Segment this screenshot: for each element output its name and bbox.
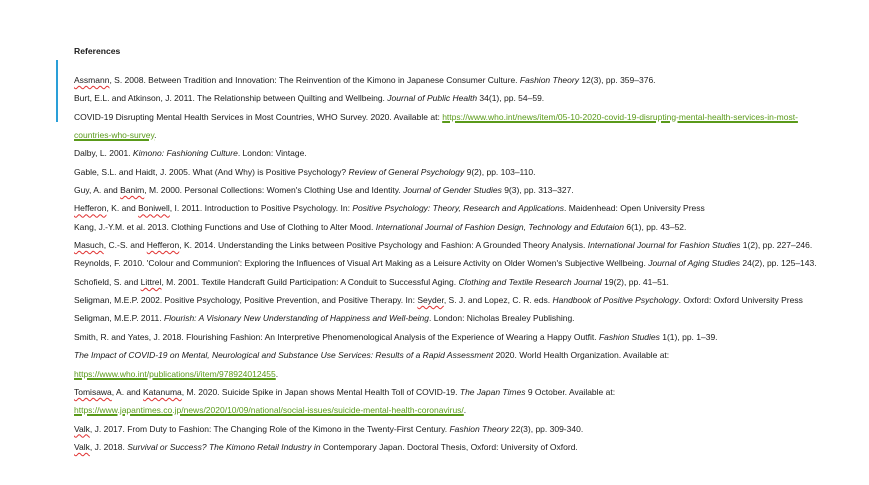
reference-line <box>74 254 817 272</box>
reference-line <box>74 309 817 327</box>
reference-text: , J. 2017. From Duty to Fashion: The Changing Role of the Kimono in the Twenty-First Century. <box>89 423 450 434</box>
reference-text: Reynolds, F. 2010. 'Colour and Communion': Exploring the Influences of Visual Art Making as a Leisure Activity on Older Women's Subjective Wellbeing. <box>74 258 649 269</box>
misspelled-word: Valk <box>74 441 90 452</box>
italic-title: International Journal of Fashion Design, Technology and Edutaion <box>375 221 625 232</box>
reference-text: . <box>275 368 279 379</box>
italic-title: Journal of Aging Studies <box>648 258 741 269</box>
italic-title: The Japan Times <box>459 386 526 397</box>
reference-text: Schofield, S. and <box>74 276 141 287</box>
reference-text: 9(2), pp. 103–110. <box>464 166 536 177</box>
reference-text: , S. J. and Lopez, C. R. eds. <box>443 295 553 306</box>
misspelled-word: Katanuma <box>143 386 182 397</box>
reference-line <box>74 126 817 144</box>
reference-text: 34(1), pp. 54–59. <box>477 93 545 104</box>
italic-title: Journal of Public Health <box>387 93 478 104</box>
reference-text: 24(2), pp. 125–143. <box>740 258 817 269</box>
reference-text: . London: Vintage. <box>237 148 307 159</box>
reference-text: . Oxford: Oxford University Press <box>678 295 803 306</box>
reference-text: , M. 2001. Textile Handcraft Guild Participation: A Conduit to Successful Aging. <box>161 276 459 287</box>
misspelled-word: Seyder <box>417 295 444 306</box>
reference-line <box>74 401 817 419</box>
misspelled-word: Hefferon <box>146 240 180 251</box>
italic-title: Positive Psychology: Theory, Research and Applications <box>352 203 564 214</box>
italic-title: Flourish: A Visionary New Understanding of Happiness and Well-being <box>163 313 429 324</box>
reference-text: , A. and <box>111 386 143 397</box>
reference-text: , M. 2020. Suicide Spike in Japan shows Mental Health Toll of COVID-19. <box>181 386 460 397</box>
reference-line <box>74 108 817 126</box>
reference-line <box>74 383 817 401</box>
reference-list <box>74 71 817 456</box>
reference-line <box>74 291 817 309</box>
reference-line <box>74 438 817 456</box>
reference-link[interactable]: countries-who-survey <box>74 130 155 141</box>
reference-text: , M. 2000. Personal Collections: Women's Clothing Use and Identity. <box>144 185 404 196</box>
reference-line <box>74 365 817 383</box>
italic-title: Handbook of Positive Psychology <box>552 295 679 306</box>
reference-line <box>74 273 817 291</box>
reference-text: 1(1), pp. 1–39. <box>659 331 718 342</box>
reference-text: Kang, J.-Y.M. et al. 2013. Clothing Functions and Use of Clothing to Alter Mood. <box>74 221 376 232</box>
revision-change-bar <box>56 60 58 122</box>
reference-text: . <box>154 130 157 141</box>
reference-line <box>74 144 817 162</box>
italic-title: Clothing and Textile Research Journal <box>458 276 602 287</box>
reference-text: . London: Nicholas Brealey Publishing. <box>429 313 575 324</box>
misspelled-word: Assmann <box>74 75 110 85</box>
reference-text: . Maidenhead: Open University Press <box>564 203 705 214</box>
reference-text: , I. 2011. Introduction to Positive Psychology. In: <box>169 203 353 214</box>
reference-text: , C.-S. and <box>103 240 147 251</box>
misspelled-word: Boniwell <box>138 203 170 214</box>
reference-text: 9(3), pp. 313–327. <box>501 185 574 196</box>
italic-title: Journal of Gender Studies <box>403 185 502 196</box>
reference-text: 22(3), pp. 309-340. <box>508 423 584 434</box>
reference-text: , S. 2008. Between Tradition and Innovation: The Reinvention of the Kimono in Japanese Consumer Culture. <box>109 75 520 85</box>
reference-line <box>74 71 817 89</box>
italic-title: Survival or Success? The Kimono Retail Industry in <box>127 441 321 452</box>
reference-link[interactable]: https://www.who.int/news/item/05-10-2020-covid-19-disrupting-mental-health-services-in-most- <box>442 111 798 122</box>
misspelled-word: Littrel <box>140 276 162 287</box>
italic-title: Fashion Theory <box>519 75 579 85</box>
reference-text: . <box>463 405 467 416</box>
italic-title: Fashion Studies <box>598 331 660 342</box>
italic-title: The Impact of COVID-19 on Mental, Neurological and Substance Use Services: Results of a Rapid Assessment <box>74 350 494 361</box>
italic-title: Kimono: Fashioning Culture <box>132 148 238 159</box>
reference-text: COVID-19 Disrupting Mental Health Services in Most Countries, WHO Survey. 2020. Available at: <box>74 111 443 122</box>
reference-line <box>74 163 817 181</box>
reference-text: 1(2), pp. 227–246. <box>740 240 813 251</box>
reference-link[interactable]: https://www.who.int/publications/i/item/978924012455 <box>74 368 276 379</box>
misspelled-word: Masuch <box>74 240 104 251</box>
reference-text: , K. and <box>106 203 139 214</box>
reference-line <box>74 420 817 438</box>
reference-line <box>74 89 817 107</box>
reference-line <box>74 328 817 346</box>
reference-text: Dalby, L. 2001. <box>74 148 133 159</box>
reference-text: Seligman, M.E.P. 2002. Positive Psychology, Positive Prevention, and Positive Therapy. In: <box>74 295 418 306</box>
misspelled-word: Banim <box>120 185 145 196</box>
reference-text: Contemporary Japan. Doctoral Thesis, Oxford: University of Oxford. <box>320 441 578 452</box>
reference-text: Smith, R. and Yates, J. 2018. Flourishing Fashion: An Interpretive Phenomenological Analysis of the Experience of Wearing a Happy Outfit. <box>74 331 599 342</box>
reference-text: Gable, S.L. and Haidt, J. 2005. What (And Why) is Positive Psychology? <box>74 166 349 177</box>
reference-text: 19(2), pp. 41–51. <box>601 276 669 287</box>
misspelled-word: Valk <box>74 423 90 434</box>
misspelled-word: Tomisawa <box>74 386 112 397</box>
italic-title: International Journal for Fashion Studies <box>587 240 741 251</box>
reference-line <box>74 181 817 199</box>
reference-line <box>74 199 817 217</box>
reference-text: , K. 2014. Understanding the Links between Positive Psychology and Fashion: A Grounded Theory Analysis. <box>179 240 588 251</box>
italic-title: Review of General Psychology <box>348 166 465 177</box>
reference-text: Burt, E.L. and Atkinson, J. 2011. The Relationship between Quilting and Wellbeing. <box>74 93 388 104</box>
reference-text: 9 October. Available at: <box>525 386 616 397</box>
reference-text: Seligman, M.E.P. 2011. <box>74 313 164 324</box>
italic-title: Fashion Theory <box>449 423 509 434</box>
references-heading: References <box>74 46 121 56</box>
reference-text: 12(3), pp. 359–376. <box>578 75 656 85</box>
misspelled-word: Hefferon <box>74 203 107 214</box>
reference-text: 2020. World Health Organization. Available at: <box>493 350 670 361</box>
reference-line <box>74 218 817 236</box>
reference-link[interactable]: https://www.japantimes.co.jp/news/2020/10/09/national/social-issues/suicide-mental-health-coronavirus/ <box>74 405 464 416</box>
reference-text: Guy, A. and <box>74 185 121 196</box>
reference-text: , J. 2018. <box>89 441 128 452</box>
reference-line <box>74 346 817 364</box>
reference-line <box>74 236 817 254</box>
reference-text: 6(1), pp. 43–52. <box>624 221 687 232</box>
